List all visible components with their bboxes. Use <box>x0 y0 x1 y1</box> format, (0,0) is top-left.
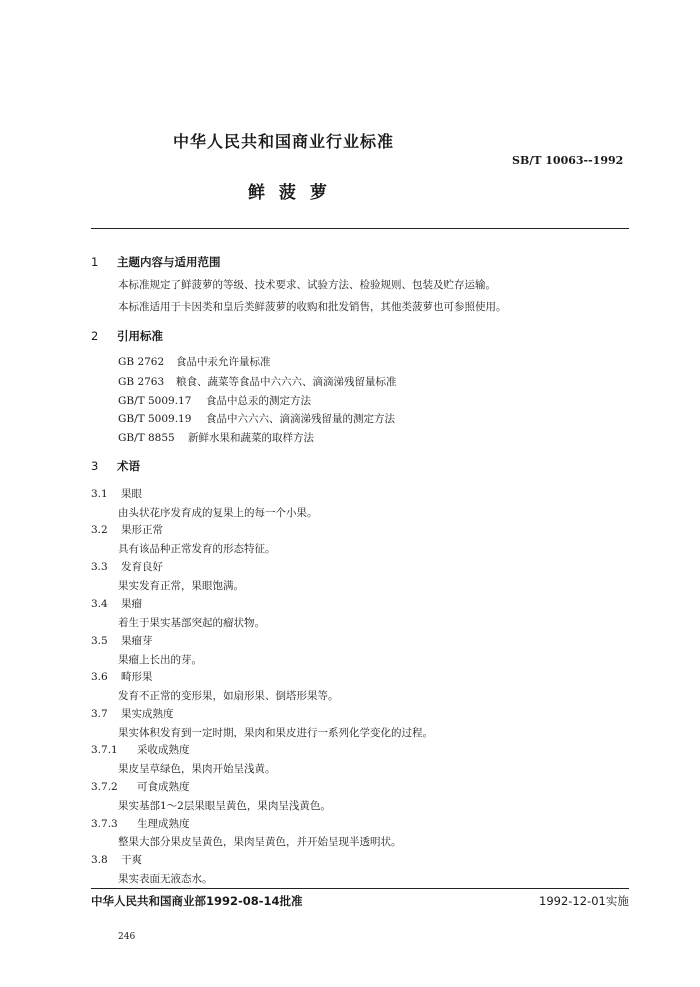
document-title: 鲜 菠 萝 <box>248 183 331 203</box>
term-number: 3.7.3 <box>91 818 118 830</box>
reference-item <box>118 354 271 369</box>
section-heading <box>91 254 221 270</box>
section-heading <box>91 458 140 474</box>
term-number: 3.7.1 <box>91 744 118 756</box>
reference-item <box>118 374 397 389</box>
term-name: 采收成熟度 <box>137 744 190 756</box>
term-definition: 着生于果实基部突起的瘤状物。 <box>118 617 265 629</box>
section-number: 2 <box>91 329 99 343</box>
reference-title: 食品中六六六、滴滴涕残留量的测定方法 <box>206 413 395 425</box>
reference-code: GB/T 8855 <box>118 432 175 444</box>
term-heading <box>91 486 142 501</box>
term-definition: 发育不正常的变形果，如扇形果、倒塔形果等。 <box>118 690 339 702</box>
org-title: 中华人民共和国商业行业标准 <box>173 132 395 151</box>
reference-code: GB/T 5009.19 <box>118 413 192 425</box>
term-definition: 果实基部1～2层果眼呈黄色，果肉呈浅黄色。 <box>118 800 331 812</box>
term-heading <box>91 706 174 721</box>
term-heading <box>91 596 142 611</box>
term-heading <box>91 779 190 794</box>
reference-title: 粮食、蔬菜等食品中六六六、滴滴涕残留量标准 <box>176 376 397 388</box>
section-number: 1 <box>91 255 99 269</box>
term-definition: 果实发育正常，果眼饱满。 <box>118 580 244 592</box>
reference-code: GB/T 5009.17 <box>118 395 192 407</box>
term-name: 畸形果 <box>121 671 153 683</box>
term-name: 果眼 <box>121 488 142 500</box>
term-name: 果瘤芽 <box>121 635 153 647</box>
paragraph: 本标准适用于卡因类和皇后类鲜菠萝的收购和批发销售，其他类菠萝也可参照使用。 <box>118 301 507 313</box>
term-name: 干爽 <box>121 854 142 866</box>
paragraph: 本标准规定了鲜菠萝的等级、技术要求、试验方法、检验规则、包装及贮存运输。 <box>118 279 496 291</box>
term-heading <box>91 816 190 831</box>
term-number: 3.3 <box>91 561 108 573</box>
term-number: 3.6 <box>91 671 108 683</box>
reference-title: 食品中汞允许量标准 <box>176 356 271 368</box>
reference-title: 食品中总汞的测定方法 <box>206 395 311 407</box>
reference-title: 新鲜水果和蔬菜的取样方法 <box>188 432 314 444</box>
section-title: 术语 <box>117 459 140 473</box>
term-number: 3.8 <box>91 854 108 866</box>
section-heading <box>91 328 163 344</box>
term-definition: 具有该品种正常发育的形态特征。 <box>118 543 276 555</box>
term-heading <box>91 522 163 537</box>
reference-code: GB 2763 <box>118 376 165 388</box>
page-number: 246 <box>118 932 136 942</box>
term-definition: 整果大部分果皮呈黄色，果肉呈黄色，并开始呈现半透明状。 <box>118 836 402 848</box>
term-number: 3.7 <box>91 708 108 720</box>
term-number: 3.7.2 <box>91 781 118 793</box>
footer-rule <box>91 888 629 889</box>
reference-item <box>118 393 311 408</box>
term-definition: 果实体积发育到一定时期，果肉和果皮进行一系列化学变化的过程。 <box>118 727 433 739</box>
term-heading <box>91 559 163 574</box>
approval-statement: 中华人民共和国商业部1992-08-14批准 <box>91 894 303 908</box>
implementation-date: 1992-12-01实施 <box>539 894 629 908</box>
term-definition: 果瘤上长出的芽。 <box>118 654 202 666</box>
term-definition: 由头状花序发育成的复果上的每一个小果。 <box>118 507 318 519</box>
term-name: 果瘤 <box>121 598 142 610</box>
reference-code: GB 2762 <box>118 356 165 368</box>
term-number: 3.5 <box>91 635 108 647</box>
reference-item <box>118 430 314 445</box>
section-title: 主题内容与适用范围 <box>117 255 221 269</box>
term-number: 3.2 <box>91 524 108 536</box>
header-rule <box>91 228 629 229</box>
term-heading <box>91 669 153 684</box>
term-number: 3.1 <box>91 488 108 500</box>
term-heading <box>91 852 142 867</box>
term-name: 果实成熟度 <box>121 708 174 720</box>
term-definition: 果皮呈草绿色，果肉开始呈浅黄。 <box>118 763 276 775</box>
term-heading <box>91 742 190 757</box>
section-title: 引用标准 <box>117 329 163 343</box>
term-heading <box>91 633 153 648</box>
section-number: 3 <box>91 459 99 473</box>
term-number: 3.4 <box>91 598 108 610</box>
term-definition: 果实表面无液态水。 <box>118 873 213 885</box>
standard-number: SB/T 10063--1992 <box>512 154 624 167</box>
term-name: 生理成熟度 <box>137 818 190 830</box>
reference-item <box>118 411 395 426</box>
term-name: 可食成熟度 <box>137 781 190 793</box>
term-name: 发育良好 <box>121 561 163 573</box>
term-name: 果形正常 <box>121 524 163 536</box>
